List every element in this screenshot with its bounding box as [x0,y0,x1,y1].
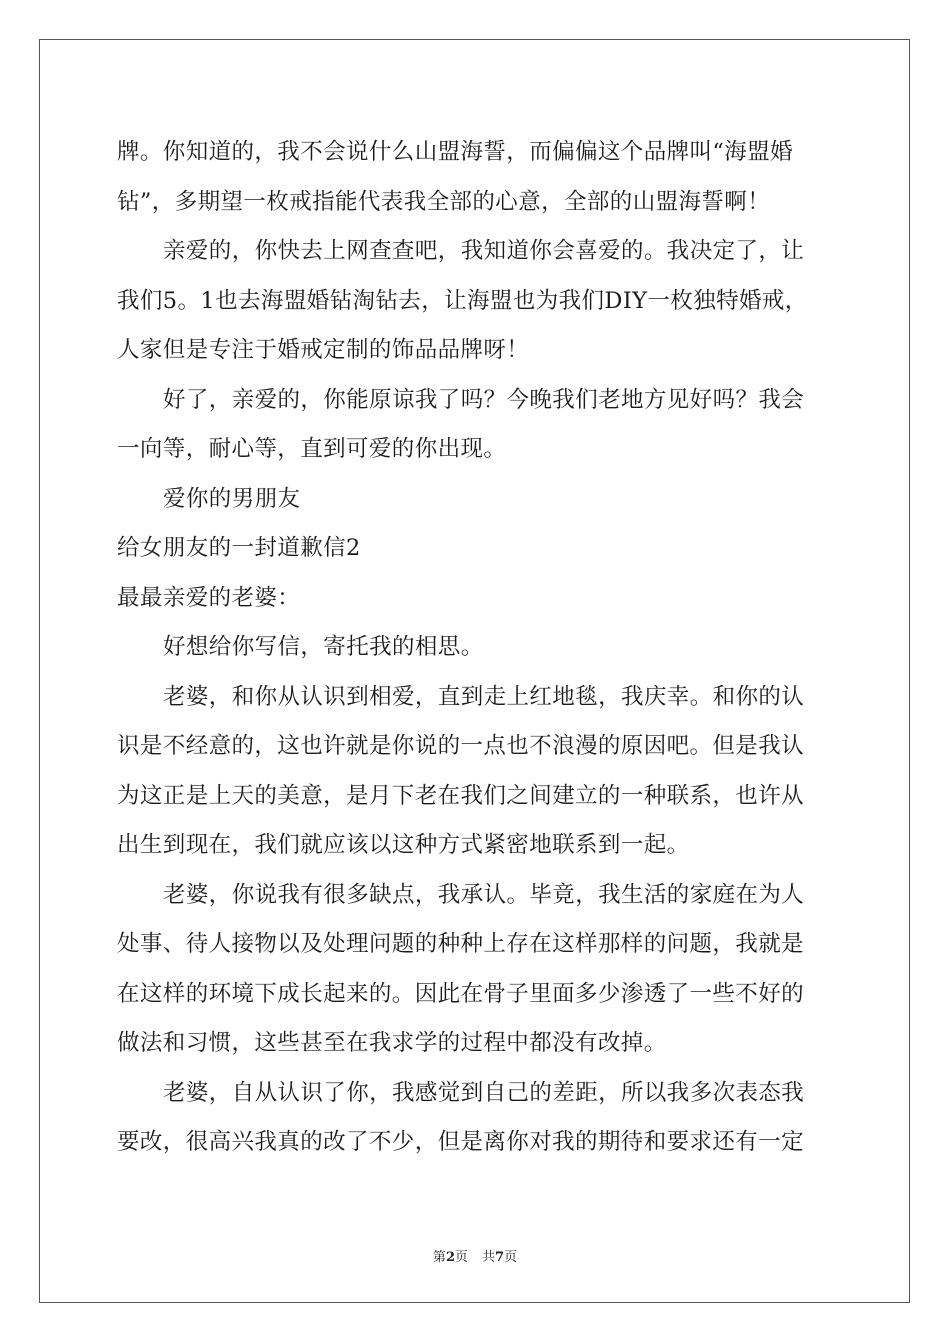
document-body [117,128,837,1168]
paragraph-start: 好想给你写信，寄托我的相思。 [163,634,484,660]
page-prefix: 第 [432,1250,446,1265]
text-line: 出生到现在，我们就应该以这种方式紧密地联系到一起。 [117,832,690,858]
text-line: 在这样的环境下成长起来的。因此在骨子里面多少渗透了一些不好的 [117,980,805,1007]
salutation: 最最亲爱的老婆： [117,584,301,611]
text-line: 钻”，多期望一枚戒指能代表我全部的心意，全部的山盟海誓啊！ [117,188,771,215]
page-current: 2 [445,1250,455,1265]
total-suffix: 页 [504,1250,518,1265]
paragraph-start: 老婆，你说我有很多缺点，我承认。毕竟，我生活的家庭在为人 [163,881,805,908]
paragraph-start: 老婆，自从认识了你，我感觉到自己的差距，所以我多次表态我 [163,1079,805,1106]
text-line: 我们5。1也去海盟婚钻淘钻去，让海盟也为我们DIY一枚独特婚戒， [117,287,808,314]
text-line: 做法和习惯，这些甚至在我求学的过程中都没有改掉。 [117,1030,667,1056]
signature: 爱你的男朋友 [163,485,301,512]
text-line: 识是不经意的，这也许就是你说的一点也不浪漫的原因吧。但是我认 [117,733,805,759]
text-line: 为这正是上天的美意，是月下老在我们之间建立的一种联系，也许从 [117,782,805,809]
paragraph-start: 亲爱的，你快去上网查查吧，我知道你会喜爱的。我决定了，让 [163,238,805,264]
page-footer [0,1246,950,1265]
paragraph-start: 老婆，和你从认识到相爱，直到走上红地毯，我庆幸。和你的认 [163,683,805,710]
page-suffix: 页 [454,1250,468,1265]
text-line: 一向等，耐心等，直到可爱的你出现。 [117,436,507,462]
section-heading: 给女朋友的一封道歉信2 [117,535,361,561]
page-total: 7 [495,1250,505,1265]
text-line: 人家但是专注于婚戒定制的饰品品牌呀！ [117,337,530,363]
text-line: 牌。你知道的，我不会说什么山盟海誓，而偏偏这个品牌叫“海盟婚 [117,139,794,165]
total-prefix: 共 [482,1250,496,1265]
paragraph-start: 好了，亲爱的，你能原谅我了吗？今晚我们老地方见好吗？我会 [163,386,805,413]
text-line: 要改，很高兴我真的改了不少，但是离你对我的期待和要求还有一定 [117,1129,805,1155]
text-line: 处事、待人接物以及处理问题的种种上存在这样那样的问题，我就是 [117,931,805,957]
